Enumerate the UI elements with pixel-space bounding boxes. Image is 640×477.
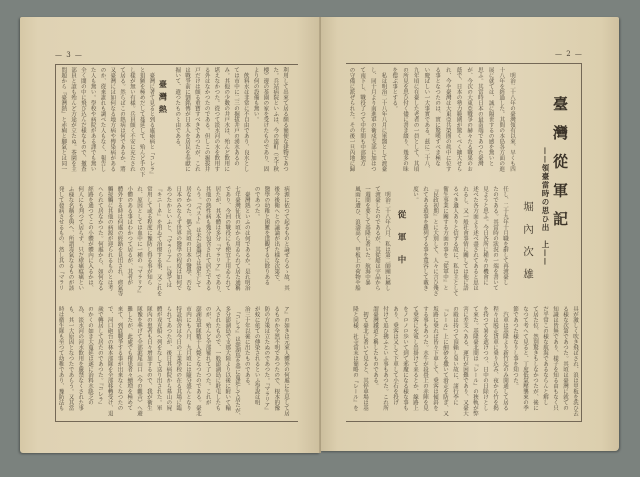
text-column: 思ふ。其當時日本の最南端であつた臺灣 <box>476 67 483 166</box>
text-column: 經路を通つてこの小體が體內に入るかは、 <box>87 186 94 291</box>
text-column: が蚊に依ての傳染されるといふ學說は明 <box>253 306 260 405</box>
text-column: 明治二十八年の臺灣領有以來、早くも四 <box>508 67 515 172</box>
text-column: 又臺灣には如何なる地方病や傳染病がある <box>109 67 116 172</box>
text-block <box>55 306 290 418</box>
right-page-tier-1 <box>346 67 517 179</box>
text-column: 難したが、此處でも罹患者々續増を極めて <box>126 306 133 411</box>
text-column: 掘いて、遺つたもの〻由である。 <box>174 67 181 150</box>
text-column: 來て、到底戰爭する事が出來なくなつたの <box>116 306 123 411</box>
text-column: 任し、二十九年十月職を辭して再渡臺し <box>502 186 508 285</box>
text-column: て渡臺したのであるが、其從船は宇品から <box>374 186 380 291</box>
text-column: で、河口砲台の林本部隊を全部移轉受け、退 <box>106 306 113 416</box>
text-column: する事もあつた。水牛が段畳上の赤陣を見 <box>422 306 428 411</box>
text-column: たのである。其當時の狀況の一端を書いて <box>492 186 498 291</box>
author-name: 堀內次雄 <box>522 201 534 291</box>
text-column: 常用して或る程度に豫防し得る事が知ら <box>145 186 152 285</box>
left-page-tier-3 <box>55 306 290 418</box>
text-column: あつたかといふと、『マラリア』に就ては <box>165 186 172 288</box>
text-column: 見ようと思ふ。今日各所に種々の機會に <box>482 186 488 285</box>
text-column: 入されたもので、一般澎湖島に駐屯したも <box>214 306 221 411</box>
text-column: 付けて追ひ拂ふといふ事もあつた。これ所 <box>382 306 388 411</box>
text-column: 體が戎克船へ列をなして送り出された。軍 <box>155 306 162 411</box>
text-column: と猖獗を極めだして蔓延して、殆んど手の下 <box>138 67 145 177</box>
text-column: 節であつた様なりし事を知つた。 <box>512 306 518 389</box>
text-column: 病源に依つて起るものと論ぜらるゝ故、其 <box>282 186 289 291</box>
right-page-tier-2 <box>352 186 510 298</box>
text-column: 澎湖島軍隊數千人斃となつたのである。臺北 <box>194 306 201 416</box>
text-column: のかくの如き大蔓延は遂に治料水缺乏の <box>87 306 94 405</box>
text-column: た。兵站病院といふは、今の遠町（元千秋 <box>272 67 279 172</box>
text-column: 私は明治二十八年八月に軍醫として渡臺 <box>380 67 387 172</box>
text-column: 風雨に遭ひ、浪濤高く、甲板上の荷物や船 <box>354 186 360 291</box>
text-column: 何人にも判つて居らず、只だ瘴癘瘟癘とい <box>77 186 84 291</box>
text-column: るものか全然不明であつたので、根本的豫 <box>273 306 280 411</box>
text-block <box>55 186 290 298</box>
text-column: 『民政初期』とに大別して、人々に言ひ殘さ <box>432 186 438 296</box>
text-block <box>171 67 289 179</box>
text-column: 戸だけは頗る重寶すべきであつたが、これ <box>193 67 200 172</box>
text-column: 臺灣に著て見ると到る處瘧病と『コレラ』 <box>148 67 155 177</box>
text-column: 一週間を要して基隆に著いた。航海中暴 <box>364 186 370 285</box>
text-column: 隆と同様、社寺當末は簡略の『レール』を <box>352 306 358 411</box>
text-column: 特設病舍は今日の工業學校の在る其場に臨 <box>175 306 182 411</box>
text-column: 市内にも八月、九月頃には隨分盛んとなり <box>185 306 192 411</box>
text-column: 十八年を經過した。其間の本島各方面の進 <box>498 67 505 172</box>
text-column: 時は衛生隊も至つて幼稚であり、豫防法も <box>57 306 64 411</box>
article-subtitle: ——領臺當時の思ひ出 上—— <box>541 147 550 266</box>
text-column: 治三十年以後に出たものである。 <box>243 306 250 389</box>
text-column: る外はなかつたのである。但しこの掘拔井 <box>203 67 210 172</box>
text-column: らう。『ペスト』は未だ臺灣では發生して <box>194 186 201 288</box>
text-column: 展に就ては、誠に隔世するの感を無いと <box>487 67 494 166</box>
text-column: 堪えなかつた。從つて淡水河の水を飲用す <box>213 67 220 172</box>
text-block <box>350 306 580 418</box>
text-column: 『キニーネ』を用ゐて治療する事、又これを <box>155 186 162 296</box>
text-column: れてある瑣事を羅列する事を寬容して戴き <box>422 186 428 291</box>
text-column: 飲料水は非常に不自由であり、良水とし <box>242 67 249 172</box>
text-column: へられて居なかつた。何處から、如何なる <box>96 186 103 291</box>
page-gutter <box>319 17 321 453</box>
text-column: であり、今回の戰役にも便宜上用ゐられて <box>224 186 231 291</box>
page-number-left: — 3 — <box>55 51 83 59</box>
text-column: 為、淡水河の河水飲用を嚴禁なくされた事 <box>77 306 84 411</box>
left-page-tier-1 <box>57 67 289 179</box>
text-column: 居たが、其本體は多分『マラリア』であり、 <box>214 186 221 296</box>
text-column: 『レール』上に細砂を撒いて滑走を防ぎ、又 <box>442 306 448 416</box>
text-column: 衛生事業に關する方面の事を『從軍中』と <box>442 186 448 291</box>
text-column: なつて考へて見ると、丁度低氣壓襲來の季 <box>522 306 528 411</box>
text-column: 具が激しく吹き飛ばされ、浪は甲板を洗ひ去 <box>572 306 578 416</box>
text-column: 觸接觸に其他の病源が迎られるものとは考 <box>106 186 113 291</box>
text-column: の殿は持つて頂賴し易い故に、諸行李に <box>452 306 458 405</box>
text-column: られてあつたが、後日其病院から墓山の屍 <box>165 306 172 411</box>
text-column: い慶ばしい一大事實である。茲に二十八、 <box>423 67 430 172</box>
text-column: 知識は皆無であり、樣子を知る由もなく只 <box>552 306 558 411</box>
text-column: 居なかつた。偶て其頃の日本の醫學、否な <box>185 186 192 291</box>
text-column: 謂臺灣鐵道と稱したものである。 <box>372 306 378 389</box>
text-column: ふ様な名稱を與へ、所謂毒氣なるものが該 <box>67 186 74 291</box>
text-column: ては市中に二三の掘拔井戸の湧水あるの <box>233 67 239 166</box>
text-column: 坂路に乗れば皆々下車して、乗客は傾斜を <box>432 306 438 411</box>
text-column: より何の設備も無い。 <box>252 67 259 122</box>
section-heading: 從軍中 <box>396 210 406 278</box>
text-column: し樣が無い有様。兵員頗く不安に充たされ <box>128 67 135 172</box>
text-column: 害に差支へある、運行が困難であり、又臺大 <box>462 306 468 416</box>
text-column: 部員と誰も殆んど方途が立たぬ。茶園を主 <box>70 67 77 172</box>
text-column: 歲で轉居して居たのであつた。『コレラ』 <box>96 306 103 408</box>
text-column: の所見を思ひ付く儘に書き綴り、幾多の昧 <box>401 67 408 172</box>
text-column: の守備に派ぜられた。その後一旦內地に歸 <box>348 67 355 172</box>
text-column: 発して發病させるもの、然し其の『マラリ <box>57 186 64 291</box>
text-column: れ、原因としては血中に一種の『マラリア』 <box>136 186 143 296</box>
text-column: れるし、又一般社會事情に關しては他に語 <box>462 186 468 291</box>
text-block <box>410 186 510 298</box>
text-column: 利用して出來て居る頗る簡便な建物であつ <box>281 67 288 172</box>
text-column: 扨て臺北に著いて見ると、其停車場は基 <box>362 306 368 411</box>
text-column: 小體のある事はわかつて居るが、其者が <box>126 186 133 285</box>
text-column: ア』の如きは元來人體外の何處に生息して居 <box>282 306 289 416</box>
text-column: 多分澎湖島で支那大陸より以後に附いて輸 <box>224 306 231 411</box>
text-column: て居た位、然別驚きもしなかつたが、後に <box>532 306 538 411</box>
text-column: 隊內の患者も日々增加するので、我が衛生 <box>145 306 152 411</box>
text-column: だ平常この様な航海であるならんと解し <box>542 306 548 405</box>
text-column: 程々は脱走貨車に乗り込み、夜から竹を掲 <box>492 306 498 411</box>
text-column: 隊豫を率げて全部滬尾山口（今の觀音）へ避 <box>136 306 143 416</box>
text-column: 日本のみならず世界の醫學の程度は如何で <box>175 186 182 291</box>
text-column: 汽車は基隆より新竹迄のみ開通して居る <box>502 306 508 411</box>
text-column: た人も無い。學校や病院がある譯でも無い <box>89 67 96 172</box>
text-column: て南下し、戰役了つて中年間も中部地方 <box>359 67 366 166</box>
left-page-tier-2 <box>55 186 290 298</box>
text-column: をノロノロ歩いて到て邪魔になる様な事も <box>402 306 408 411</box>
text-column: て乗客に充電し出掛けて来るとか、線路上 <box>412 306 418 411</box>
text-column: る事となつたのは、實に驚嘆すべき極な <box>434 67 441 166</box>
text-column: 其他の熱性病も幾分包含されて居たである <box>204 186 211 291</box>
text-column: 樓）邊の茶園の家を受けたものであり、固 <box>262 67 269 172</box>
text-column: 九年頃に在臺した老者の一員として、其頃 <box>412 67 419 172</box>
text-column: 問題から『臺灣熱』と赤痢と腳氣とは同一 <box>60 67 67 172</box>
text-column: 防の方策は立たぬのであつた。『マラリア』 <box>263 306 270 414</box>
text-column: 全く闇の中に飛び込んだ様なもので、撤査 <box>79 67 86 172</box>
text-column: のが、殆んど全部罹れて了つた。これが <box>204 306 211 405</box>
text-column: て來た。基隆臺北間は『レール』の狹軌が弊 <box>472 306 478 416</box>
text-column: 『コレラ』は澎湖島を基に蔓延して居たが、 <box>234 306 240 419</box>
text-block <box>352 186 392 298</box>
text-column: 蔭で、日本の勢力範圍が驚くべく擴大せら <box>455 67 462 172</box>
text-column: は戰爭前に劉銘傳が日本人を居民を奉獻に <box>184 67 191 172</box>
text-column: 臺灣熱といふのは何であるか。是れ明治 <box>243 186 250 291</box>
right-page-tier-3 <box>350 306 580 418</box>
text-column: のか、從來誰れも調べた人もなく、報告し <box>99 67 106 172</box>
section-heading: 臺灣熱 <box>158 80 169 118</box>
text-column: も、其一大原因となつたであらう。又其當 <box>67 306 74 411</box>
text-column: て居る。然らばこの熱病は何であるか、將 <box>119 67 126 172</box>
article-title: 臺灣從軍記 <box>551 96 569 240</box>
text-column: 七年臺灣征伐の頃から用ゐられて居た通稱 <box>234 186 240 291</box>
text-column: れ、今や臺灣は大東亞共榮圏の眞中に位す <box>444 67 451 172</box>
text-column: 體外する時は何處の經路を見出され、瘴氣等 <box>116 186 123 296</box>
text-column: 明治二十八年八月、私は第二師團に屬し <box>384 186 390 291</box>
text-block <box>57 67 155 179</box>
page-number-right: — 2 — <box>555 50 583 58</box>
text-column: のであつた。 <box>253 186 260 219</box>
text-column: を持つて暑を遮けつつ、日中の日除けとし <box>482 306 488 411</box>
text-column: み。其他の少數の井戸水は、殆んど飲用に <box>223 67 230 172</box>
text-column: 度い。 <box>412 186 418 203</box>
text-column: し、同十月より南進軍の衛戍支部に加はつ <box>369 67 376 172</box>
text-column: 醫學の幼稚と困難を達觀するに餘りある <box>263 186 270 285</box>
text-column: る様な次第であつた。其頃は臺灣に就ての <box>562 306 568 411</box>
text-column: 述べた各方面より述べ盡されてあると思は <box>472 186 478 291</box>
text-column: を偲ぶ事とする。 <box>391 67 398 111</box>
text-column: るべき適人ありと信ずる故に、私は主として <box>452 186 458 296</box>
text-column: が、今次の大東亞戰爭の赫々たる戰果のお <box>466 67 473 172</box>
text-block <box>346 67 517 179</box>
text-column: あり、乗客は又して下車して小石を投げ <box>392 306 398 405</box>
text-column: 後今後衛へとの議論が出た様な次第で、 <box>273 186 280 285</box>
